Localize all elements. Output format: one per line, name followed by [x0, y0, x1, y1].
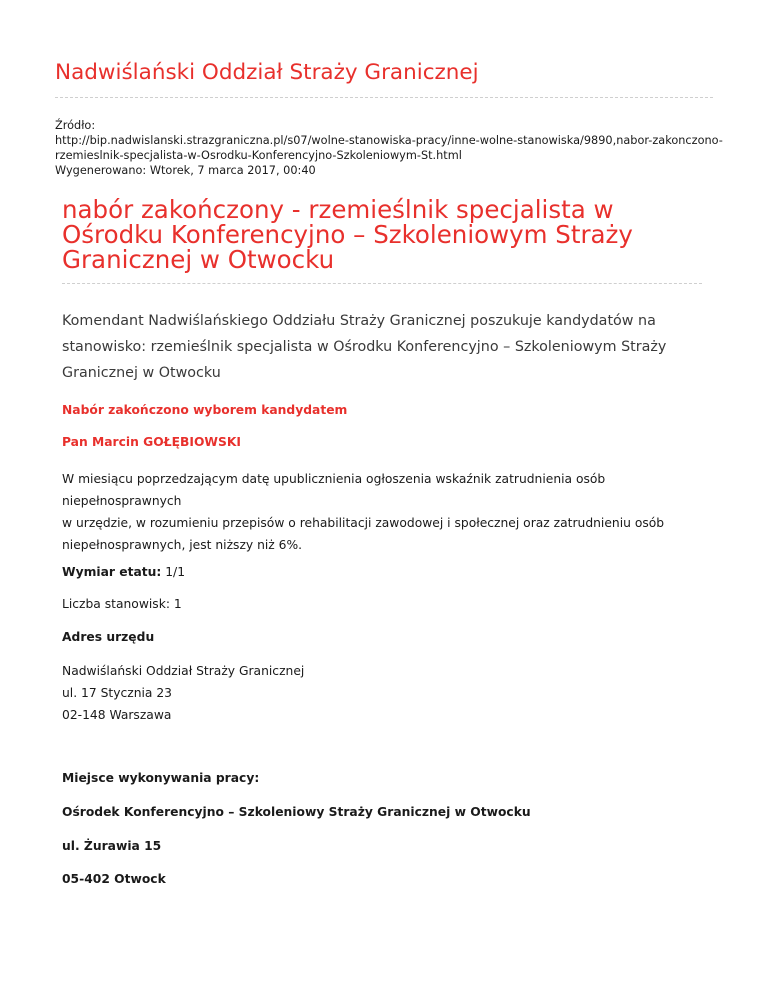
- job-fraction: [62, 561, 185, 583]
- workplace-heading: Miejsce wykonywania pracy:: [62, 771, 260, 785]
- source-metadata: [55, 118, 723, 178]
- source-label: Źródło:: [55, 119, 96, 132]
- article-title-line-1: nabór zakończony - rzemieślnik specjalista w: [62, 195, 614, 224]
- lead-line-2: stanowisko: rzemieślnik specjalista w Ośrodku Konferencyjno – Szkoleniowym Straży: [62, 339, 667, 355]
- source-url-line-2[interactable]: rzemieslnik-specjalista-w-Osrodku-Konferencyjno-Szkoleniowym-St.html: [55, 149, 462, 162]
- source-url-line-1[interactable]: http://bip.nadwislanski.strazgraniczna.pl/s07/wolne-stanowiska-pracy/inne-wolne-stanowiska/9890,nabor-zakonczono-: [55, 134, 723, 147]
- workplace-name: Ośrodek Konferencyjno – Szkoleniowy Straży Granicznej w Otwocku: [62, 805, 531, 819]
- office-address-line-3: 02-148 Warszawa: [62, 708, 172, 722]
- office-address-line-1: Nadwiślański Oddział Straży Granicznej: [62, 664, 305, 678]
- employment-rate-line-4: niepełnosprawnych, jest niższy niż 6%.: [62, 538, 303, 552]
- workplace-city: 05-402 Otwock: [62, 872, 166, 886]
- job-fraction-label: Wymiar etatu:: [62, 565, 162, 579]
- generated-timestamp: Wygenerowano: Wtorek, 7 marca 2017, 00:40: [55, 164, 316, 177]
- employment-rate-line-1: W miesiącu poprzedzającym datę upublicznienia ogłoszenia wskaźnik zatrudnienia osób: [62, 472, 606, 486]
- office-address-heading: Adres urzędu: [62, 630, 155, 644]
- employment-rate-line-2: niepełnosprawnych: [62, 494, 182, 508]
- office-address-line-2: ul. 17 Stycznia 23: [62, 686, 173, 700]
- article-lead: [62, 308, 712, 386]
- office-address: [62, 660, 304, 726]
- result-notice: Nabór zakończono wyborem kandydatem: [62, 403, 348, 417]
- selected-candidate: Pan Marcin GOŁĘBIOWSKI: [62, 435, 241, 449]
- employment-rate-paragraph: [62, 468, 664, 556]
- article-title-line-2: Ośrodku Konferencyjno – Szkoleniowym Straży: [62, 220, 633, 249]
- article-title: [62, 197, 662, 272]
- employment-rate-line-3: w urzędzie, w rozumieniu przepisów o rehabilitacji zawodowej i społecznej oraz zatrudnieniu osób: [62, 516, 665, 530]
- lead-line-1: Komendant Nadwiślańskiego Oddziału Straży Granicznej poszukuje kandydatów na: [62, 313, 656, 329]
- positions-count: Liczba stanowisk: 1: [62, 597, 182, 611]
- lead-line-3: Granicznej w Otwocku: [62, 365, 221, 381]
- site-title-divider: [55, 97, 713, 98]
- site-title: Nadwiślański Oddział Straży Granicznej: [55, 60, 479, 85]
- article-title-divider: [62, 283, 702, 284]
- job-fraction-value: 1/1: [161, 565, 186, 579]
- workplace-street: ul. Żurawia 15: [62, 839, 162, 853]
- article-title-line-3: Granicznej w Otwocku: [62, 245, 335, 274]
